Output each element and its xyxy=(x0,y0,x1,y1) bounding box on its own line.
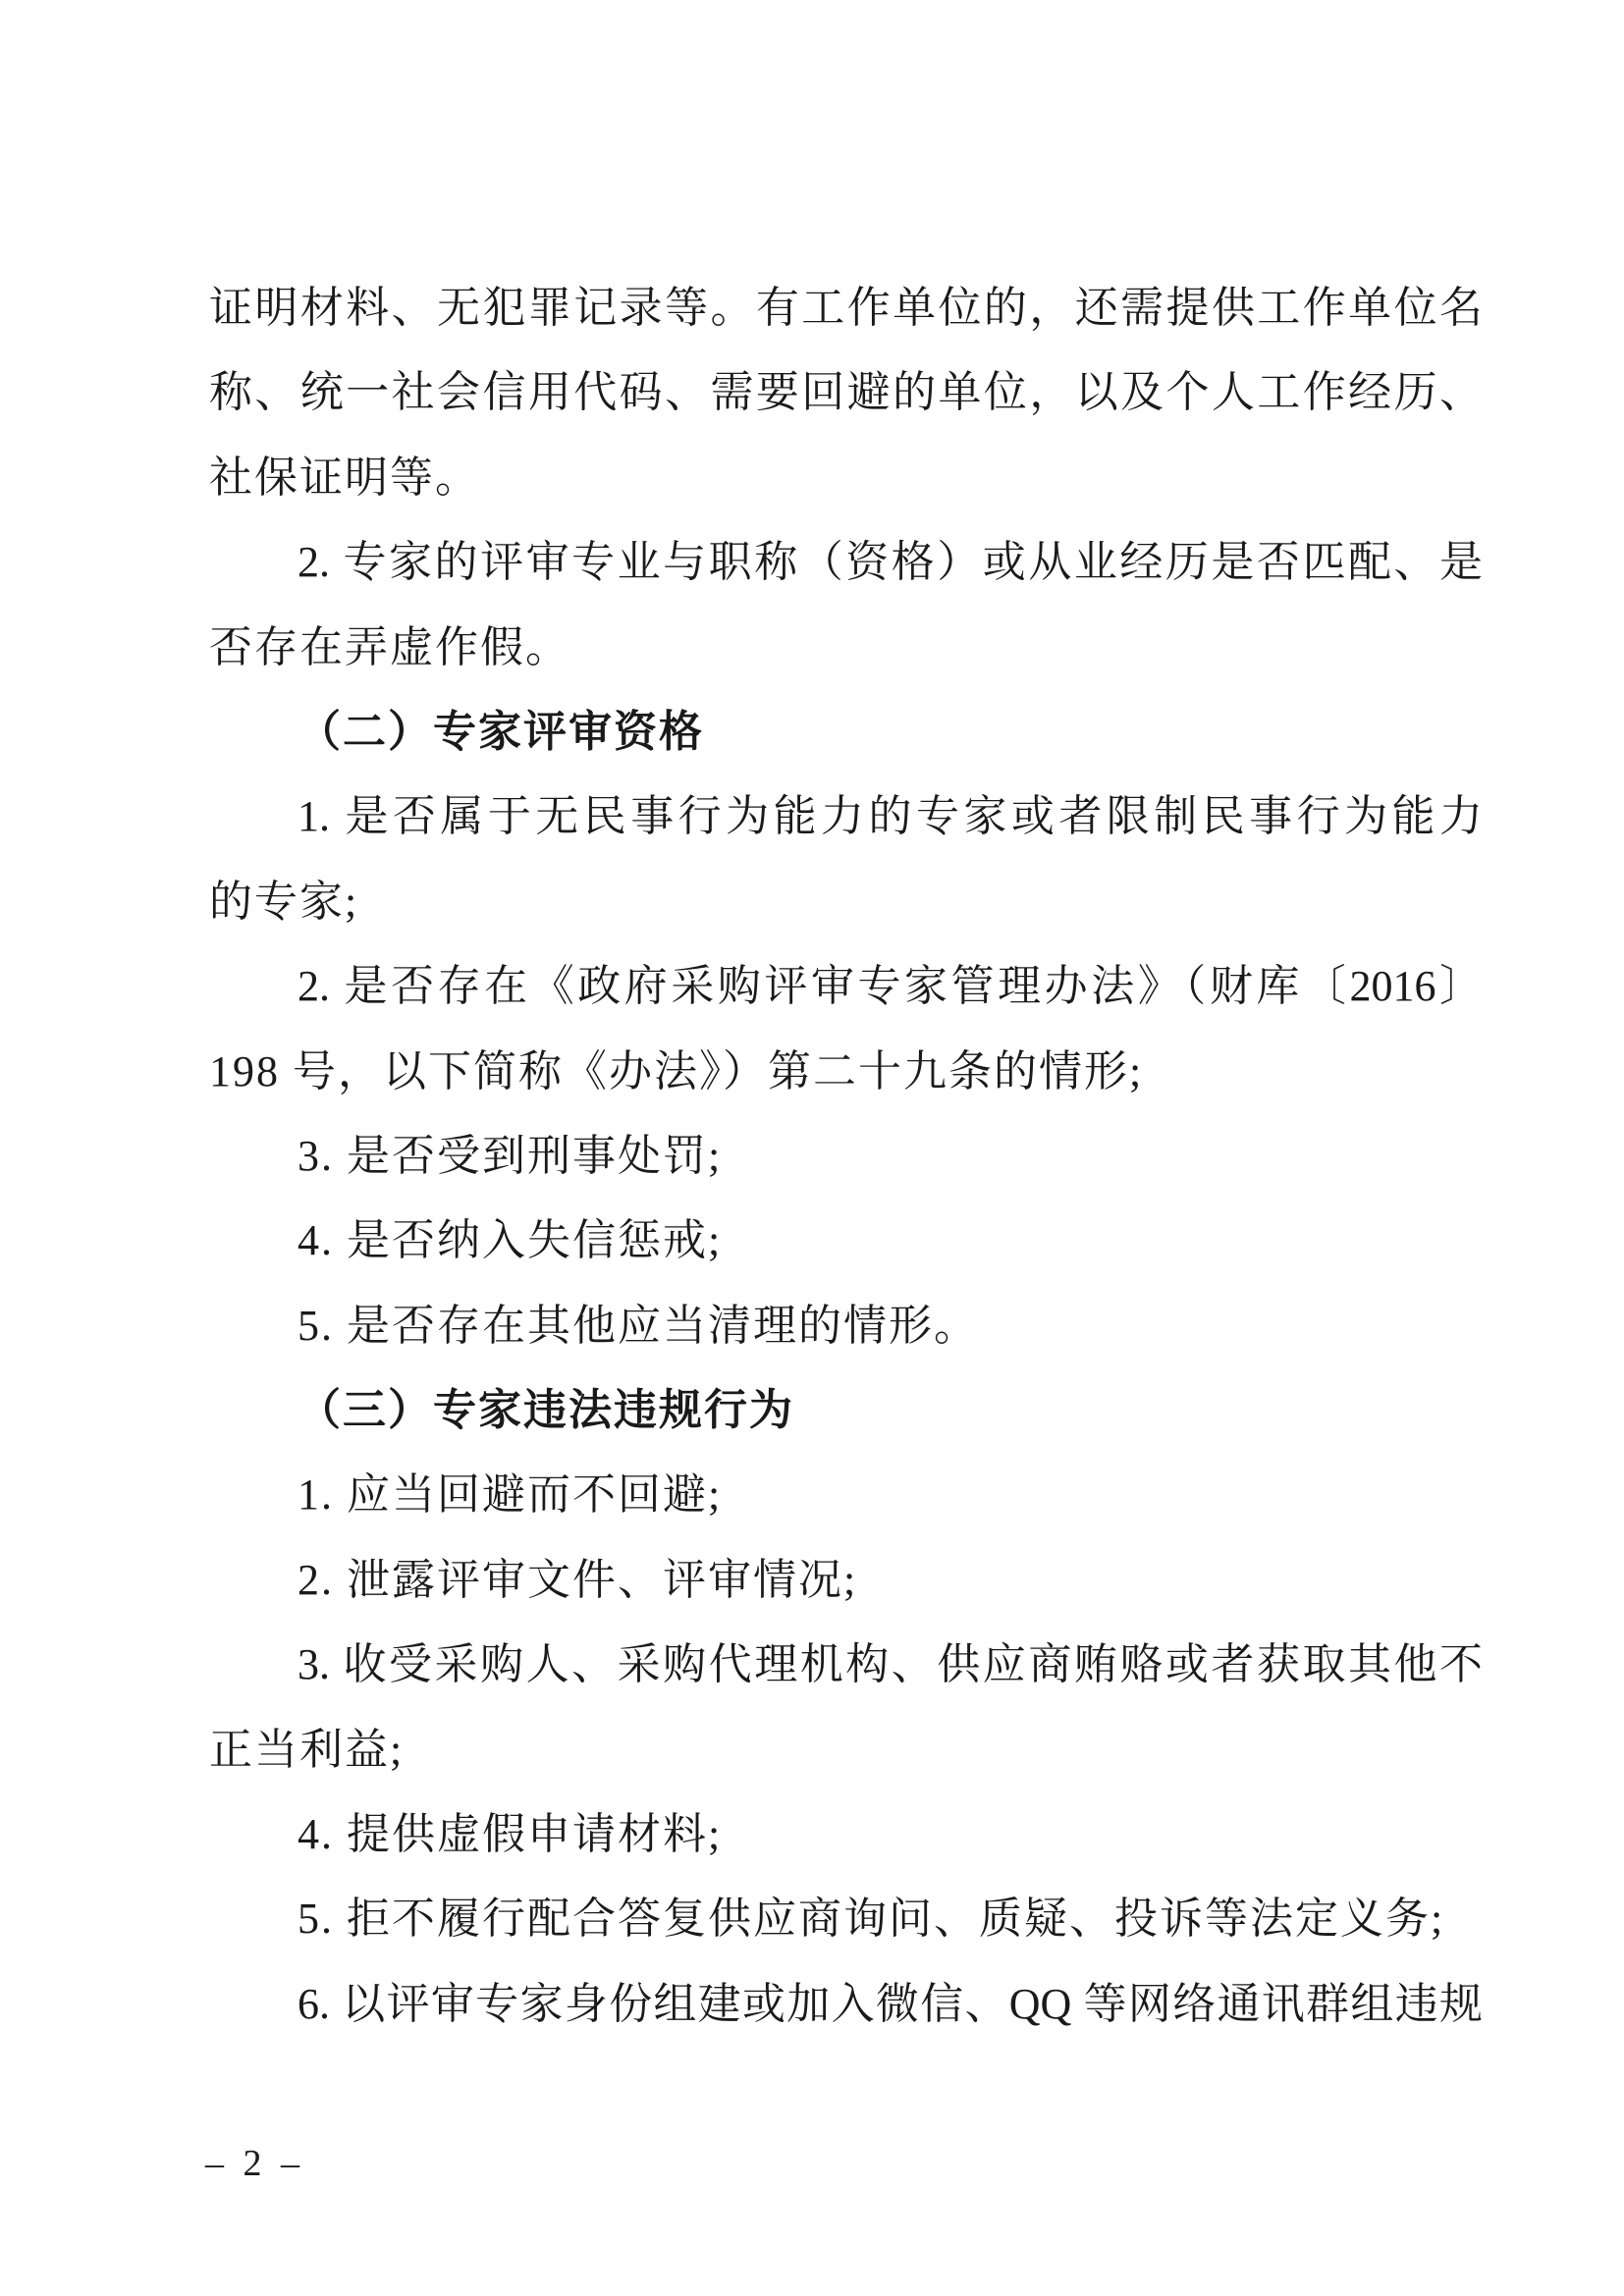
text-line: 社保证明等。 xyxy=(209,453,480,502)
text-line: 6. 以评审专家身份组建或加入微信、QQ 等网络通讯群组违规 xyxy=(298,1979,1483,2028)
text-line: 称、统一社会信用代码、需要回避的单位，以及个人工作经历、 xyxy=(209,368,1483,417)
text-line: 5. 拒不履行配合答复供应商询问、质疑、投诉等法定义务; xyxy=(298,1895,1445,1944)
text-line: 2. 专家的评审专业与职称（资格）或从业经历是否匹配、是 xyxy=(298,538,1483,587)
document-body xyxy=(209,266,1483,2047)
text-line: 2. 是否存在《政府采购评审专家管理办法》（财库〔2016〕 xyxy=(298,962,1483,1011)
text-line: 1. 是否属于无民事行为能力的专家或者限制民事行为能力 xyxy=(298,792,1483,841)
section-heading: （二）专家评审资格 xyxy=(298,707,704,756)
text-line: 3. 收受采购人、采购代理机构、供应商贿赂或者获取其他不 xyxy=(298,1640,1483,1689)
page-number: – 2 – xyxy=(205,2143,304,2184)
text-line: 2. 泄露评审文件、评审情况; xyxy=(298,1555,858,1604)
text-line: 正当利益; xyxy=(209,1725,405,1774)
section-heading: （三）专家违法违规行为 xyxy=(298,1386,794,1435)
text-line: 3. 是否受到刑事处罚; xyxy=(298,1131,723,1180)
text-line: 4. 提供虚假申请材料; xyxy=(298,1810,723,1859)
text-line: 1. 应当回避而不回避; xyxy=(298,1470,723,1520)
text-line: 证明材料、无犯罪记录等。有工作单位的，还需提供工作单位名 xyxy=(209,284,1483,332)
text-line: 5. 是否存在其他应当清理的情形。 xyxy=(298,1301,979,1350)
text-line: 的专家; xyxy=(209,877,359,926)
text-line: 4. 是否纳入失信惩戒; xyxy=(298,1216,723,1265)
text-line: 否存在弄虚作假。 xyxy=(209,622,570,671)
text-line: 198 号，以下简称《办法》）第二十九条的情形; xyxy=(209,1046,1144,1095)
